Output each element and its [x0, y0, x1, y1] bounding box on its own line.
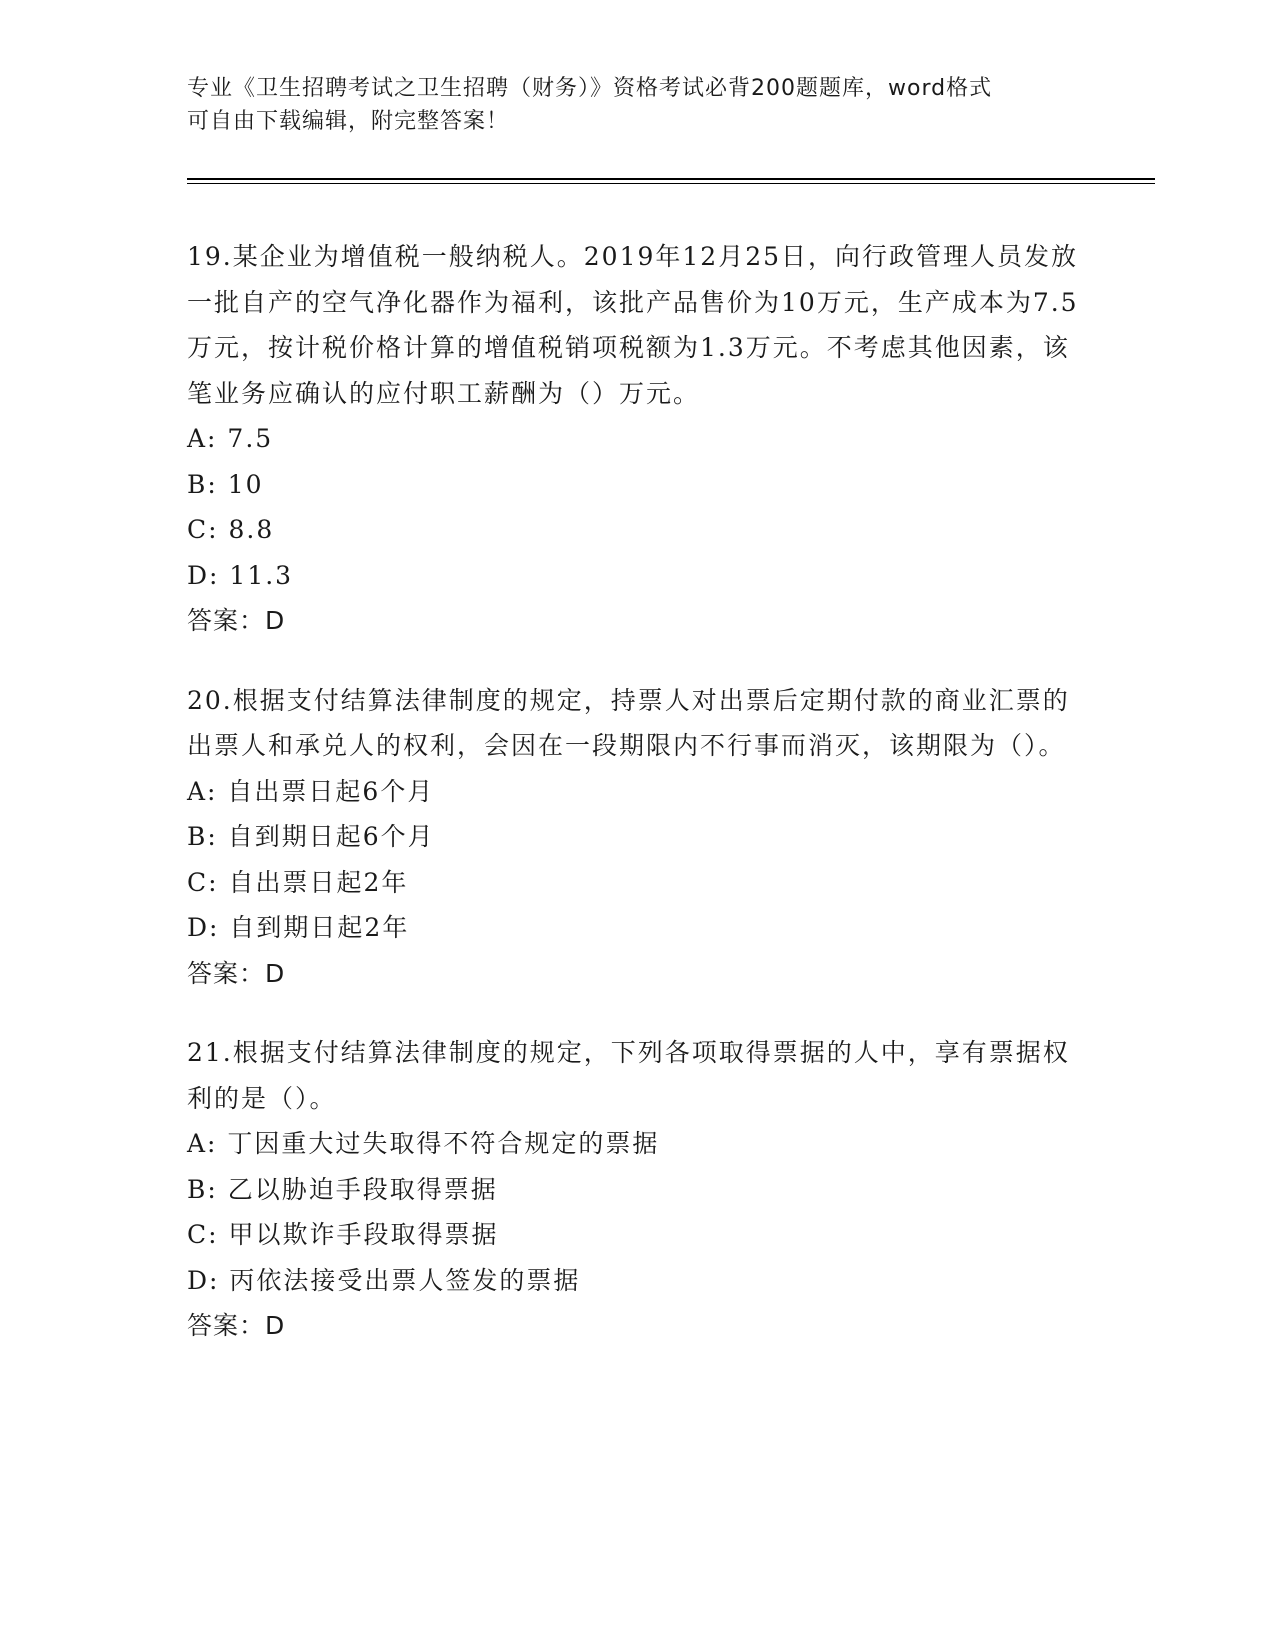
document-header: [187, 72, 1087, 138]
option-d: D: 丙依法接受出票人签发的票据: [187, 1265, 581, 1295]
answer: 答案：D: [187, 606, 286, 635]
option-b: B: 10: [187, 469, 264, 499]
question-21: [187, 1030, 1087, 1349]
question-list: [187, 234, 1087, 1383]
question-text: 19.某企业为增值税一般纳税人。2019年12月25日，向行政管理人员发放一批自产的空气净化器作为福利，该批产品售价为10万元，生产成本为7.5万元，按计税价格计算的增值税销项税额为1.3万元。不考虑其他因素，该笔业务应确认的应付职工薪酬为（）万元。: [187, 242, 1079, 408]
option-a: A: 自出票日起6个月: [187, 776, 435, 806]
answer: 答案：D: [187, 1311, 286, 1340]
option-b: B: 自到期日起6个月: [187, 822, 435, 851]
option-c: C: 自出票日起2年: [187, 867, 409, 897]
question-20: [187, 678, 1087, 997]
header-line-2: 可自由下载编辑，附完整答案！: [187, 109, 510, 134]
option-c: C: 8.8: [187, 515, 275, 544]
header-divider-thin: [187, 183, 1155, 184]
header-divider-thick: [187, 178, 1155, 180]
option-d: D: 自到期日起2年: [187, 913, 410, 942]
question-text: 20.根据支付结算法律制度的规定，持票人对出票后定期付款的商业汇票的出票人和承兑人的权利，会因在一段期限内不行事而消灭，该期限为（）。: [187, 685, 1070, 760]
answer: 答案：D: [187, 958, 286, 988]
header-line-1: 专业《卫生招聘考试之卫生招聘（财务）》资格考试必背200题题库，word格式: [187, 76, 993, 101]
option-d: D: 11.3: [187, 560, 294, 590]
question-19: [187, 234, 1087, 644]
option-b: B: 乙以胁迫手段取得票据: [187, 1174, 498, 1204]
option-a: A: 7.5: [187, 424, 274, 453]
option-c: C: 甲以欺诈手段取得票据: [187, 1220, 499, 1249]
question-text: 21.根据支付结算法律制度的规定，下列各项取得票据的人中，享有票据权利的是（）。: [187, 1038, 1070, 1113]
option-a: A: 丁因重大过失取得不符合规定的票据: [187, 1129, 660, 1158]
